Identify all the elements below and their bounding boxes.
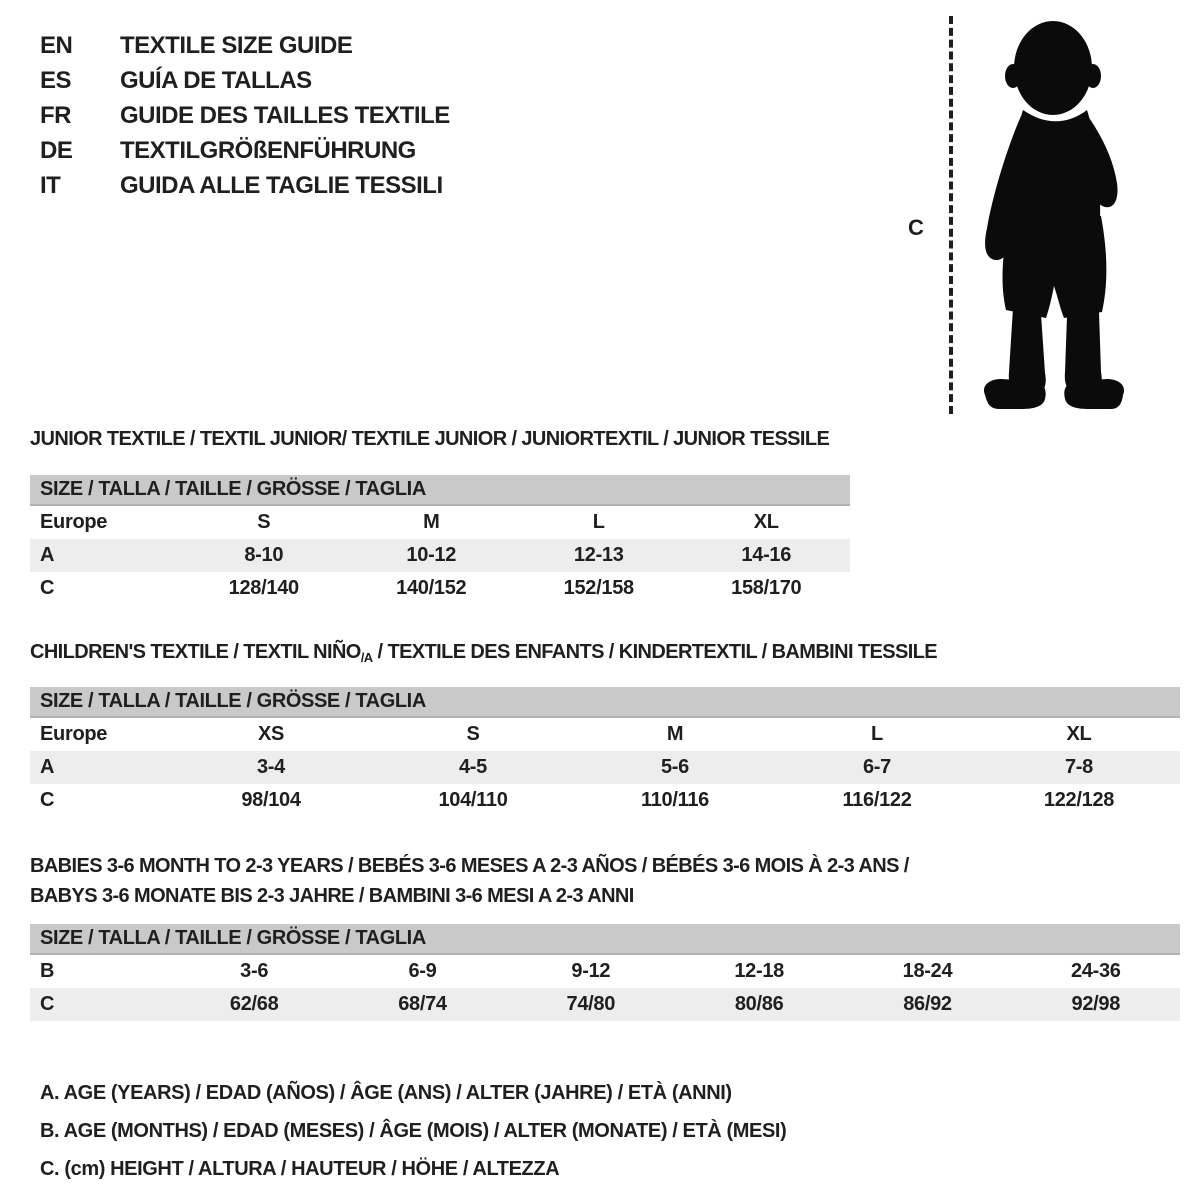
section-babies (30, 851, 1180, 1021)
toddler-silhouette-icon (973, 16, 1135, 416)
language-code: DE (40, 136, 73, 164)
table-cell: 68/74 (398, 993, 447, 1015)
row-label: A (40, 756, 55, 778)
table-cell: 116/122 (842, 789, 912, 811)
table-cell: S (257, 511, 271, 533)
table-cell: 14-16 (741, 544, 792, 566)
language-code: FR (40, 101, 71, 129)
table-cell: 80/86 (734, 993, 784, 1015)
row-label: C (40, 789, 55, 811)
table-cell: 8-10 (244, 544, 284, 566)
table-row (30, 751, 1180, 784)
language-title: GUÍA DE TALLAS (120, 66, 312, 94)
section-title-babies-line2: BABYS 3-6 MONATE BIS 2-3 JAHRE / BAMBINI 3-6 MESI A 2-3 ANNI (30, 885, 634, 907)
table-cell: 104/110 (438, 789, 508, 811)
table-row (30, 988, 1180, 1021)
table-cell: 152/158 (563, 577, 634, 599)
row-label: C (40, 577, 55, 599)
table-cell: L (871, 723, 883, 745)
table-cell: 3-4 (256, 756, 285, 778)
table-cell: 10-12 (406, 544, 457, 566)
section-title-children-prefix: CHILDREN'S TEXTILE / TEXTIL NIÑO (30, 641, 361, 663)
table-row (30, 572, 850, 605)
table-cell: 18-24 (902, 960, 953, 982)
size-header-bar: SIZE / TALLA / TAILLE / GRÖSSE / TAGLIA (30, 687, 1180, 718)
legend-line-b: B. AGE (MONTHS) / EDAD (MESES) / ÂGE (MOIS) / ALTER (MONATE) / ETÀ (MESI) (40, 1120, 787, 1142)
table-cell: 3-6 (240, 960, 269, 982)
table-cell: 5-6 (660, 756, 689, 778)
table-cell: 128/140 (228, 577, 299, 599)
language-row (40, 98, 450, 133)
section-title-children-sub: /A (360, 650, 373, 665)
table-cell: 12-18 (734, 960, 784, 982)
table-cell: 7-8 (1064, 756, 1093, 778)
section-children (30, 641, 1180, 817)
table-cell: 62/68 (229, 993, 279, 1015)
legend-notes (40, 1074, 786, 1188)
row-label: B (40, 960, 55, 982)
table-row (30, 539, 850, 572)
section-title-children (30, 641, 1180, 665)
table-cell: 6-9 (408, 960, 437, 982)
table-cell: 4-5 (458, 756, 487, 778)
table-cell: L (592, 511, 605, 533)
language-row (40, 168, 450, 203)
table-row (30, 784, 1180, 817)
table-cell: 122/128 (1043, 789, 1115, 811)
language-title: TEXTILGRÖßENFÜHRUNG (120, 136, 416, 164)
section-title-junior: JUNIOR TEXTILE / TEXTIL JUNIOR/ TEXTILE JUNIOR / JUNIORTEXTIL / JUNIOR TESSILE (30, 428, 830, 450)
table-row (30, 955, 1180, 988)
language-row (40, 133, 450, 168)
table-cell: 110/116 (641, 789, 709, 811)
height-label: C (908, 215, 924, 240)
table-cell: XL (1066, 723, 1092, 745)
section-junior (30, 428, 850, 605)
height-measure-line (949, 16, 953, 414)
language-code: EN (40, 31, 73, 59)
language-title-block (40, 28, 450, 203)
language-title: GUIDE DES TAILLES TEXTILE (120, 101, 450, 129)
language-code: IT (40, 171, 61, 199)
table-row (30, 718, 1180, 751)
table-cell: 98/104 (241, 789, 301, 811)
legend-line-a: A. AGE (YEARS) / EDAD (AÑOS) / ÂGE (ANS) / ALTER (JAHRE) / ETÀ (ANNI) (40, 1082, 732, 1104)
table-cell: XL (753, 511, 779, 533)
table-cell: 86/92 (903, 993, 952, 1015)
language-row (40, 63, 450, 98)
table-cell: 24-36 (1070, 960, 1121, 982)
row-label: Europe (40, 511, 108, 533)
table-cell: 9-12 (571, 960, 611, 982)
table-cell: M (423, 511, 440, 533)
section-title-babies-line1: BABIES 3-6 MONTH TO 2-3 YEARS / BEBÉS 3-6 MESES A 2-3 AÑOS / BÉBÉS 3-6 MOIS À 2-3 ANS / (30, 855, 909, 877)
table-row (30, 506, 850, 539)
table-cell: 140/152 (396, 577, 467, 599)
table-cell: 158/170 (731, 577, 802, 599)
table-cell: M (666, 723, 684, 745)
table-cell: XS (257, 723, 285, 745)
legend-line-c: C. (cm) HEIGHT / ALTURA / HAUTEUR / HÖHE / ALTEZZA (40, 1158, 560, 1180)
language-code: ES (40, 66, 72, 94)
language-title: GUIDA ALLE TAGLIE TESSILI (120, 171, 443, 199)
table-cell: S (466, 723, 480, 745)
language-row (40, 28, 450, 63)
section-title-children-suffix: / TEXTILE DES ENFANTS / KINDERTEXTIL / BAMBINI TESSILE (372, 641, 938, 663)
size-header-bar: SIZE / TALLA / TAILLE / GRÖSSE / TAGLIA (30, 475, 850, 506)
row-label: A (40, 544, 55, 566)
size-header-bar: SIZE / TALLA / TAILLE / GRÖSSE / TAGLIA (30, 924, 1180, 955)
row-label: C (40, 993, 55, 1015)
table-cell: 92/98 (1071, 993, 1121, 1015)
row-label: Europe (40, 723, 108, 745)
table-cell: 6-7 (862, 756, 891, 778)
table-cell: 74/80 (566, 993, 616, 1015)
table-cell: 12-13 (573, 544, 624, 566)
language-title: TEXTILE SIZE GUIDE (120, 31, 353, 59)
